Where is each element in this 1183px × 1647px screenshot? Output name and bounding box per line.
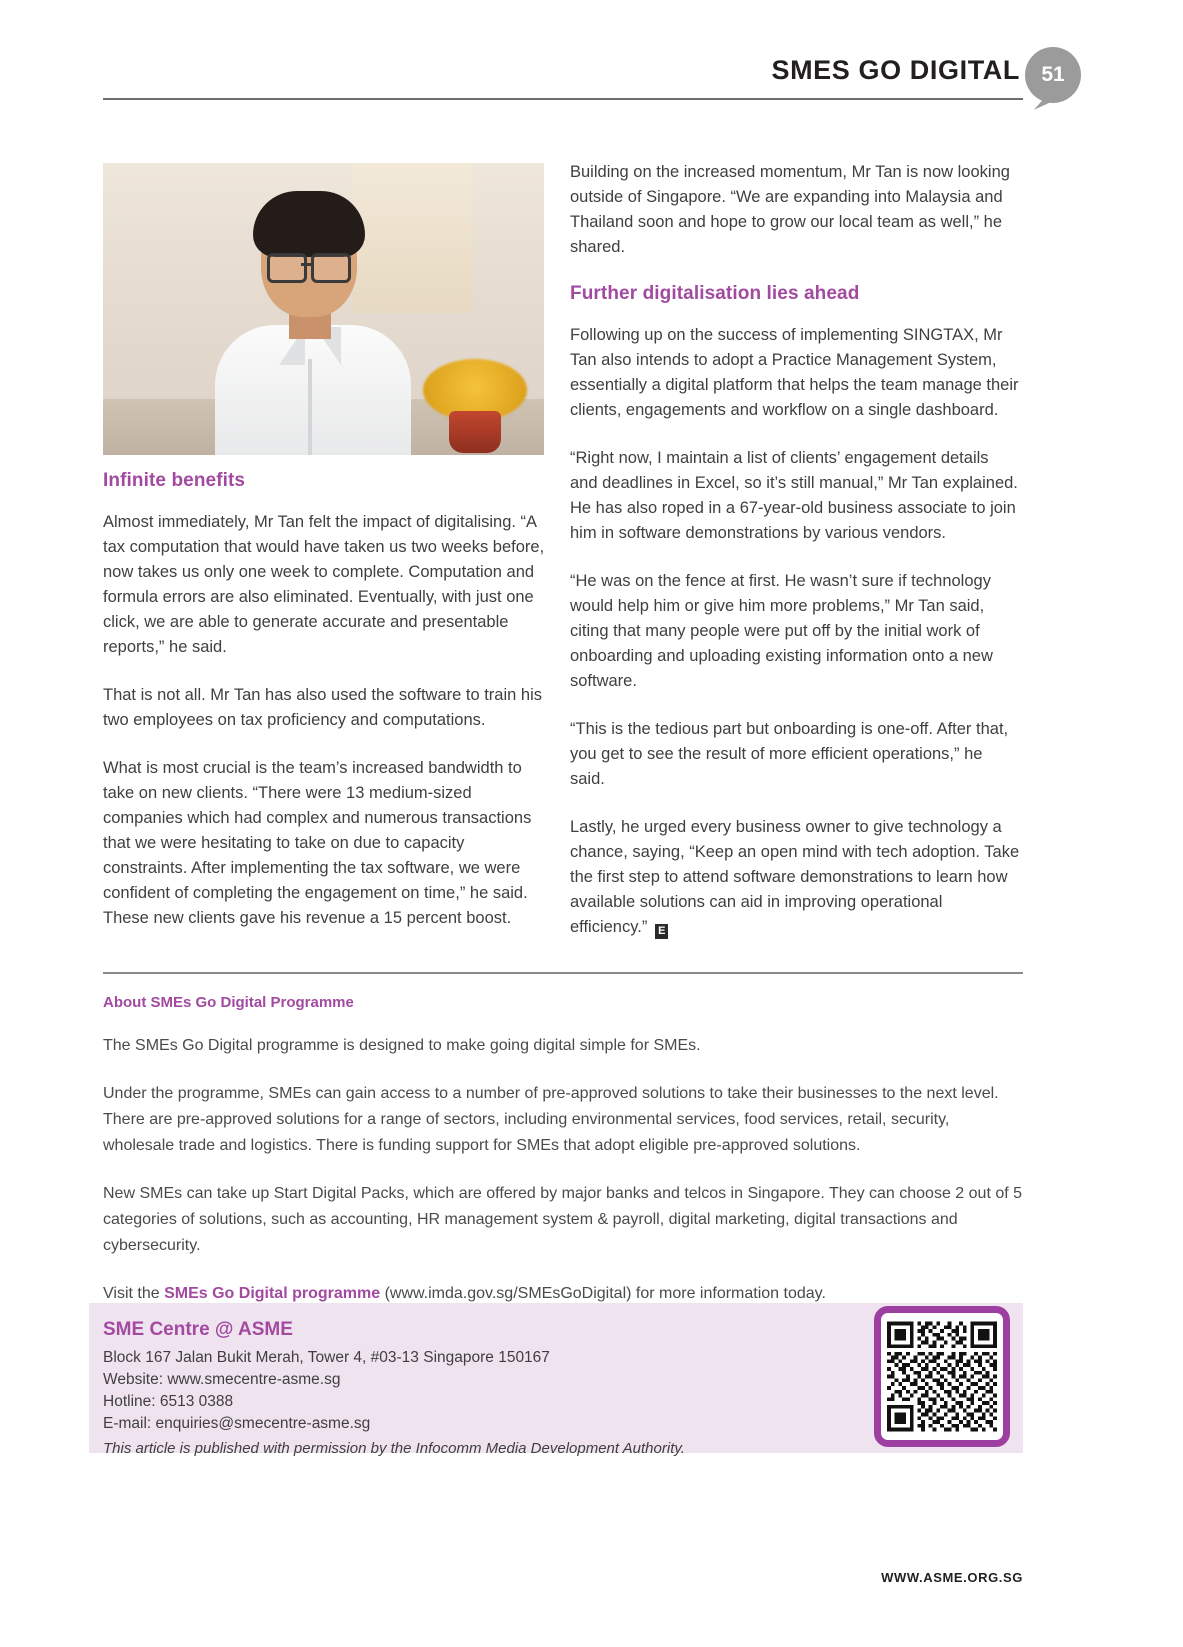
photo-person-shirt xyxy=(215,325,411,455)
about-section xyxy=(103,994,1023,1307)
page-header xyxy=(0,0,1183,120)
right-paragraph-1: Following up on the success of implementing SINGTAX, Mr Tan also intends to adopt a Practice Management System, essentially a digital platform that helps the team manage their clients, engagements and workflow on a single dashboard. xyxy=(570,326,1019,419)
right-final-paragraph-text: Lastly, he urged every business owner to give technology a chance, saying, “Keep an open mind with tech adoption. Take the first step to attend software demonstrations to learn how available solutions can aid in improving operational efficiency.” xyxy=(570,818,1020,936)
visit-suffix: (www.imda.gov.sg/SMEsGoDigital) for more information today. xyxy=(380,1285,826,1302)
photo-person-glasses-left xyxy=(267,253,307,283)
qr-code-icon xyxy=(887,1319,997,1434)
visit-programme-link[interactable]: SMEs Go Digital programme xyxy=(164,1285,381,1302)
page-number-label: 51 xyxy=(1041,63,1065,86)
right-paragraph-3: “He was on the fence at first. He wasn’t sure if technology would help him or give him more problems,” Mr Tan said, citing that many people were put off by the initial work of onboarding and uploading existing information onto a new software. xyxy=(570,572,993,690)
photo-person-placket xyxy=(308,359,312,455)
about-heading: About SMEs Go Digital Programme xyxy=(103,994,354,1011)
about-paragraph-1: The SMEs Go Digital programme is designed to make going digital simple for SMEs. xyxy=(103,1037,701,1054)
right-column-heading: Further digitalisation lies ahead xyxy=(570,283,860,304)
contact-hotline: Hotline: 6513 0388 xyxy=(103,1393,234,1410)
left-paragraph-1: Almost immediately, Mr Tan felt the impact of digitalising. “A tax computation that would have taken us two weeks before, now takes us only one week to complete. Computation and formula errors are also eliminated. Eventually, with just one click, we are able to generate accurate and presentable reports,” he said. xyxy=(103,513,545,656)
contact-email[interactable]: E-mail: enquiries@smecentre-asme.sg xyxy=(103,1415,371,1432)
qr-code-frame[interactable] xyxy=(874,1306,1010,1447)
right-paragraph-4: “This is the tedious part but onboarding is one-off. After that, you get to see the result of more efficient operations,” he said. xyxy=(570,720,1009,788)
photo-person-glasses-right xyxy=(311,253,351,283)
left-column xyxy=(103,470,548,931)
right-final-paragraph xyxy=(570,815,1020,940)
photo-window xyxy=(353,163,473,313)
page-number-badge xyxy=(1025,47,1081,103)
page-title: SMES GO DIGITAL xyxy=(771,55,1020,85)
contact-details xyxy=(103,1319,803,1457)
about-paragraph-3: New SMEs can take up Start Digital Packs, which are offered by major banks and telcos in Singapore. They can choose 2 out of 5 categories of solutions, such as accounting, HR management system & payroll, digital marketing, digital transactions and cybersecurity. xyxy=(103,1185,1023,1254)
right-column xyxy=(570,160,1020,940)
right-paragraph-2: “Right now, I maintain a list of clients’ engagement details and deadlines in Excel, so it’s still manual,” Mr Tan explained. He has also roped in a 67-year-old business associate to join him in software demonstrations by various vendors. xyxy=(570,449,1018,542)
left-column-heading: Infinite benefits xyxy=(103,470,246,491)
article-photo xyxy=(103,163,544,455)
footer-url: WWW.ASME.ORG.SG xyxy=(881,1570,1023,1585)
photo-person-hair xyxy=(253,191,365,257)
left-paragraph-3: What is most crucial is the team’s increased bandwidth to take on new clients. “There were 13 medium-sized companies which had complex and numerous transactions that we were hesitating to take on due to capacity constraints. After implementing the tax software, we were confident of completing the engagement on time,” he said. These new clients gave his revenue a 15 percent boost. xyxy=(103,759,532,927)
left-paragraph-2: That is not all. Mr Tan has also used the software to train his two employees on tax proficiency and computations. xyxy=(103,686,542,729)
header-divider xyxy=(103,98,1023,100)
contact-permission-note: This article is published with permission by the Infocomm Media Development Authority. xyxy=(103,1440,685,1457)
right-intro-paragraph: Building on the increased momentum, Mr Tan is now looking outside of Singapore. “We are expanding into Malaysia and Thailand soon and hope to grow our local team as well,” he shared. xyxy=(570,163,1010,256)
about-paragraph-2: Under the programme, SMEs can gain access to a number of pre-approved solutions to take their businesses to the next level. There are pre-approved solutions for a range of sectors, including environmental services, food services, retail, security, wholesale trade and logistics. There is funding support for SMEs that adopt eligible pre-approved solutions. xyxy=(103,1085,999,1154)
contact-address: Block 167 Jalan Bukit Merah, Tower 4, #03-13 Singapore 150167 xyxy=(103,1349,550,1366)
contact-website[interactable]: Website: www.smecentre-asme.sg xyxy=(103,1371,341,1388)
contact-title: SME Centre @ ASME xyxy=(103,1319,293,1340)
end-of-article-icon: E xyxy=(655,924,668,939)
about-divider xyxy=(103,972,1023,974)
photo-money-tree-pot xyxy=(449,411,501,453)
photo-person-glasses-bridge xyxy=(301,263,311,266)
photo-money-tree xyxy=(415,359,535,455)
visit-prefix: Visit the xyxy=(103,1285,165,1302)
